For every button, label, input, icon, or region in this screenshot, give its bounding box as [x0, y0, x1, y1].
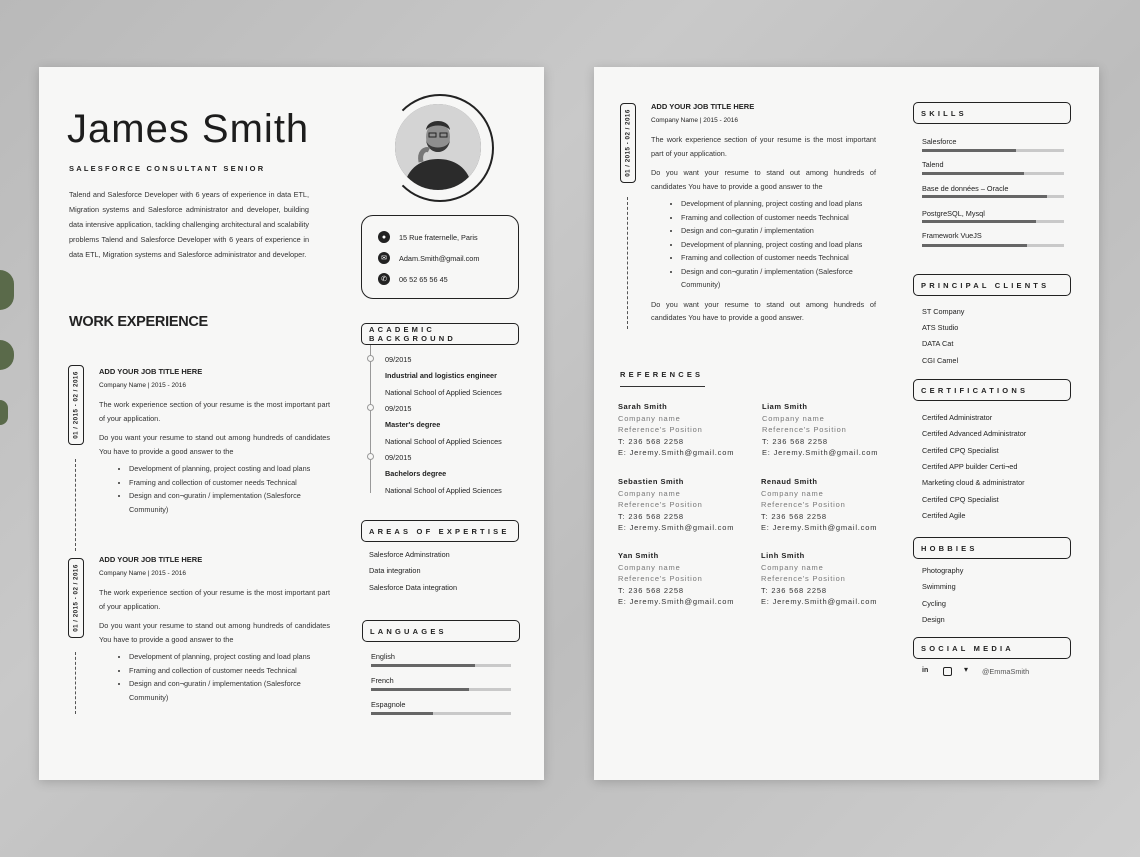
- reference-name: Renaud Smith: [761, 477, 818, 486]
- client-item: ATS Studio: [922, 323, 959, 332]
- job-paragraph: The work experience section of your resume is the most important part of your application.: [651, 135, 876, 158]
- resume-page-2: [594, 67, 1099, 780]
- academic-degree: Industrial and logistics engineer: [385, 371, 497, 380]
- list-item: • Framing and collection of customer needs Technical: [129, 664, 330, 678]
- academic-school: National School of Applied Sciences: [385, 437, 502, 446]
- academic-date: 09/2015: [385, 404, 412, 413]
- skill-name: PostgreSQL, Mysql: [922, 209, 985, 218]
- resume-page-1: [39, 67, 544, 780]
- reference-company: Company name: [762, 413, 825, 423]
- language-bar-fill: [371, 664, 475, 667]
- references-heading: REFERENCES: [620, 370, 704, 379]
- academic-date: 09/2015: [385, 355, 412, 364]
- academic-date: 09/2015: [385, 453, 412, 462]
- skill-bar-fill: [922, 149, 1016, 152]
- skill-name: Talend: [922, 160, 944, 169]
- plant-leaf: [0, 270, 14, 310]
- academic-timeline: [370, 345, 371, 493]
- reference-name: Sebastien Smith: [618, 477, 684, 486]
- reference-phone: T: 236 568 2258: [761, 511, 827, 521]
- job-paragraph: Do you want your resume to stand out among hundreds of candidates You have to provide a good answer to the: [99, 621, 330, 644]
- list-item: • Framing and collection of customer needs Technical: [681, 251, 876, 265]
- phone-icon: ✆: [378, 273, 390, 285]
- social-heading: SOCIAL MEDIA: [913, 637, 1071, 659]
- list-item: • Design and con¬guratin / implementation (Salesforce Community): [129, 489, 330, 516]
- job-paragraph: The work experience section of your resume is the most important part of your application.: [99, 588, 330, 611]
- job-entry: [99, 555, 330, 704]
- social-handle[interactable]: @EmmaSmith: [982, 667, 1030, 676]
- reference-company: Company name: [761, 562, 824, 572]
- job-title: ADD YOUR JOB TITLE HERE: [99, 367, 203, 376]
- academic-heading: ACADEMIC BACKGROUND: [361, 323, 519, 345]
- job-company: Company Name | 2015 - 2016: [99, 570, 186, 577]
- reference-phone: T: 236 568 2258: [762, 436, 828, 446]
- reference-phone: T: 236 568 2258: [761, 585, 827, 595]
- job-paragraph: Do you want your resume to stand out among hundreds of candidates You have to provide a good answer to the: [99, 433, 330, 456]
- resume-summary: Talend and Salesforce Developer with 6 years of experience in data ETL, Migration systems and Salesforce administrator and developer, building data intensive application, tackling challenging architectural and scalability problems Talend and Salesforce Developer with 6 years of experience in data ETL, Migration systems and Salesforce administrator and developer.: [69, 190, 309, 259]
- clients-heading: PRINCIPAL CLIENTS: [913, 274, 1071, 296]
- hobbies-heading: HOBBIES: [913, 537, 1071, 559]
- hobby-item: Cycling: [922, 599, 946, 608]
- certification-item: Certifed Agile: [922, 511, 966, 520]
- job-paragraph: Do you want your resume to stand out among hundreds of candidates You have to provide a good answer to the: [651, 168, 876, 191]
- job-entry: [651, 102, 876, 325]
- resume-name: James Smith: [67, 107, 310, 151]
- reference-card: [618, 401, 734, 459]
- expertise-item: Salesforce Adminstration: [369, 550, 450, 559]
- job-bullets: [99, 650, 330, 704]
- skill-bar-fill: [922, 172, 1024, 175]
- timeline-dash: [75, 652, 76, 714]
- reference-card: [762, 401, 878, 459]
- reference-company: Company name: [618, 488, 681, 498]
- timeline-dash: [627, 197, 628, 329]
- hobby-item: Swimming: [922, 582, 956, 591]
- client-item: DATA Cat: [922, 339, 954, 348]
- contact-email[interactable]: Adam.Smith@gmail.com: [399, 253, 480, 263]
- client-item: CGI Camel: [922, 356, 959, 365]
- job-title: ADD YOUR JOB TITLE HERE: [99, 555, 203, 564]
- expertise-item: Salesforce Data integration: [369, 583, 458, 592]
- list-item: • Framing and collection of customer needs Technical: [681, 211, 876, 225]
- language-name: French: [371, 676, 394, 685]
- list-item: • Design and con¬guratin / implementation: [681, 224, 876, 238]
- reference-email[interactable]: E: Jeremy.Smith@gmail.com: [618, 448, 735, 458]
- client-item: ST Company: [922, 307, 965, 316]
- timeline-dot: [367, 355, 374, 362]
- reference-name: Liam Smith: [762, 402, 808, 411]
- list-item: • Development of planning, project costing and load plans: [129, 462, 330, 476]
- reference-phone: T: 236 568 2258: [618, 436, 684, 446]
- plant-leaf: [0, 340, 14, 370]
- reference-card: [761, 550, 877, 608]
- skill-bar-fill: [922, 195, 1047, 198]
- instagram-icon[interactable]: [943, 667, 952, 676]
- reference-company: Company name: [618, 413, 681, 423]
- hobby-item: Photography: [922, 566, 964, 575]
- reference-company: Company name: [618, 562, 681, 572]
- work-experience-heading: WORK EXPERIENCE: [69, 314, 208, 330]
- expertise-heading: AREAS OF EXPERTISE: [361, 520, 519, 542]
- certification-item: Certifed APP builder Certi¬ed: [922, 462, 1018, 471]
- job-title: ADD YOUR JOB TITLE HERE: [651, 102, 755, 111]
- job-company: Company Name | 2015 - 2016: [99, 382, 186, 389]
- twitter-icon[interactable]: ▾: [964, 665, 969, 674]
- list-item: • Development of planning, project costing and load plans: [681, 197, 876, 211]
- job-bullets: [651, 197, 876, 292]
- list-item: • Development of planning, project costing and load plans: [681, 238, 876, 252]
- contact-box: [361, 215, 519, 299]
- list-item: • Design and con¬guratin / implementation (Salesforce Community): [129, 677, 330, 704]
- reference-email[interactable]: E: Jeremy.Smith@gmail.com: [618, 597, 735, 607]
- skill-name: Base de données – Oracle: [922, 184, 1009, 193]
- skill-bar-fill: [922, 220, 1036, 223]
- list-item: • Development of planning, project costing and load plans: [129, 650, 330, 664]
- reference-name: Sarah Smith: [618, 402, 668, 411]
- languages-heading: LANGUAGES: [362, 620, 520, 642]
- job-date-tag: 01 / 2015 - 02 / 2016: [68, 558, 84, 638]
- reference-card: [618, 550, 734, 608]
- skills-heading: SKILLS: [913, 102, 1071, 124]
- reference-phone: T: 236 568 2258: [618, 511, 684, 521]
- reference-position: Reference's Position: [618, 500, 703, 510]
- job-bullets: [99, 462, 330, 516]
- timeline-dot: [367, 453, 374, 460]
- certifications-heading: CERTIFICATIONS: [913, 379, 1071, 401]
- language-bar-fill: [371, 712, 433, 715]
- hobby-item: Design: [922, 615, 945, 624]
- reference-position: Reference's Position: [761, 574, 846, 584]
- list-item: • Framing and collection of customer needs Technical: [129, 476, 330, 490]
- reference-position: Reference's Position: [761, 500, 846, 510]
- certification-item: Marketing cloud & administrator: [922, 478, 1025, 487]
- plant-leaf: [0, 400, 8, 425]
- reference-email[interactable]: E: Jeremy.Smith@gmail.com: [761, 523, 878, 533]
- academic-school: National School of Applied Sciences: [385, 388, 502, 397]
- reference-card: [618, 476, 734, 534]
- list-item: • Design and con¬guratin / implementation (Salesforce Community): [681, 265, 876, 292]
- reference-email[interactable]: E: Jeremy.Smith@gmail.com: [761, 597, 878, 607]
- skill-bar-fill: [922, 244, 1027, 247]
- timeline-dot: [367, 404, 374, 411]
- language-name: Espagnole: [371, 700, 406, 709]
- expertise-item: Data integration: [369, 566, 421, 575]
- email-icon: ✉: [378, 252, 390, 264]
- skill-name: Salesforce: [922, 137, 957, 146]
- job-paragraph: The work experience section of your resume is the most important part of your application.: [99, 400, 330, 423]
- reference-name: Linh Smith: [761, 551, 805, 560]
- language-bar-fill: [371, 688, 469, 691]
- contact-phone: 06 52 65 56 45: [399, 274, 448, 284]
- job-date-tag: 01 / 2015 - 02 / 2016: [68, 365, 84, 445]
- location-pin-icon: ●: [378, 231, 390, 243]
- timeline-dash: [75, 459, 76, 551]
- academic-degree: Master's degree: [385, 420, 441, 429]
- profile-photo: [395, 104, 481, 190]
- reference-phone: T: 236 568 2258: [618, 585, 684, 595]
- reference-card: [761, 476, 877, 534]
- certification-item: Certifed CPQ Specialist: [922, 446, 999, 455]
- reference-email[interactable]: E: Jeremy.Smith@gmail.com: [618, 523, 735, 533]
- contact-address: 15 Rue fraternelle, Paris: [399, 232, 478, 242]
- job-company: Company Name | 2015 - 2016: [651, 117, 738, 124]
- reference-email[interactable]: E: Jeremy.Smith@gmail.com: [762, 448, 879, 458]
- reference-name: Yan Smith: [618, 551, 659, 560]
- reference-position: Reference's Position: [618, 425, 703, 435]
- language-name: English: [371, 652, 395, 661]
- linkedin-icon[interactable]: in: [922, 667, 929, 674]
- references-underline: [620, 386, 705, 387]
- reference-company: Company name: [761, 488, 824, 498]
- resume-title: SALESFORCE CONSULTANT SENIOR: [69, 164, 266, 173]
- certification-item: Certifed CPQ Specialist: [922, 495, 999, 504]
- job-entry: [99, 367, 330, 516]
- certification-item: Certifed Administrator: [922, 413, 993, 422]
- reference-position: Reference's Position: [762, 425, 847, 435]
- academic-degree: Bachelors degree: [385, 469, 447, 478]
- certification-item: Certifed Advanced Administrator: [922, 429, 1027, 438]
- skill-name: Framework VueJS: [922, 231, 982, 240]
- job-paragraph: Do you want your resume to stand out among hundreds of candidates You have to provide a good answer.: [651, 299, 876, 322]
- job-date-tag: 01 / 2015 - 02 / 2016: [620, 103, 636, 183]
- reference-position: Reference's Position: [618, 574, 703, 584]
- academic-school: National School of Applied Sciences: [385, 486, 502, 495]
